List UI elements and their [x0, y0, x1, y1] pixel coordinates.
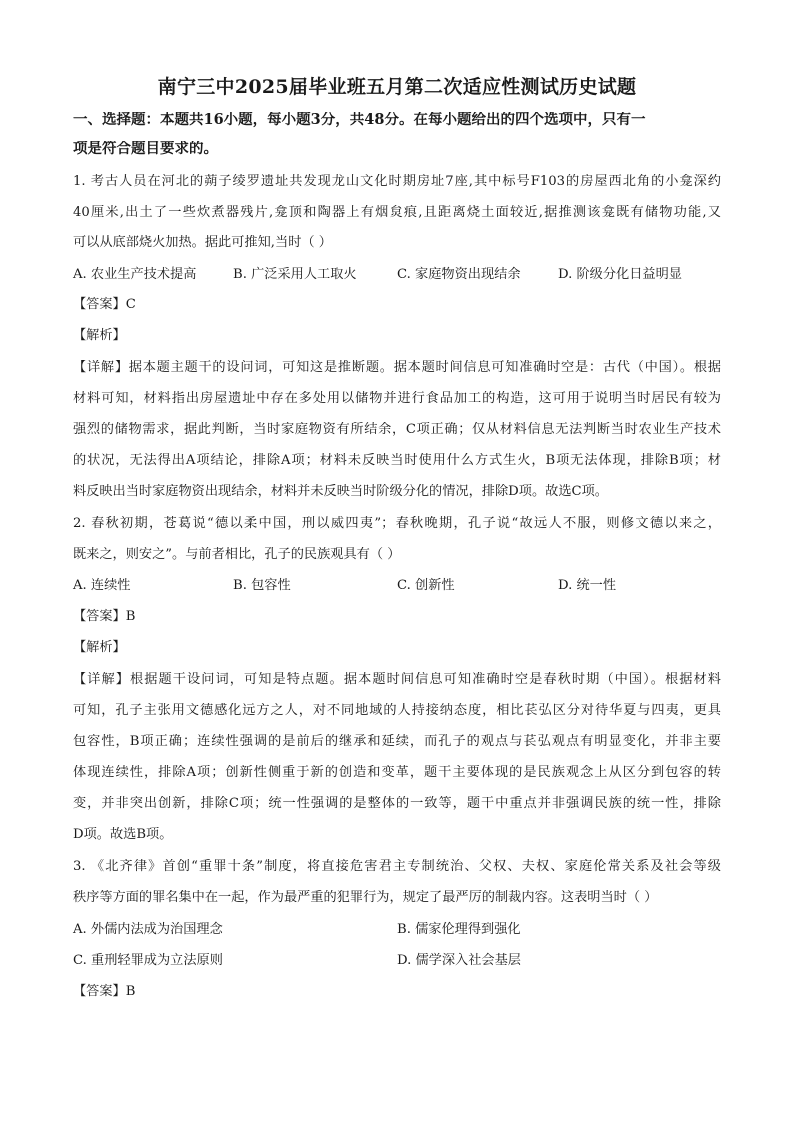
question-2-detail-line-3: 包容性，B项正确；连续性强调的是前后的继承和延续，而孔子的观点与苌弘观点有明显变化，并非主要 — [73, 734, 721, 749]
question-1-answer: 【答案】C — [73, 297, 136, 312]
question-1-detail-line-3: 强烈的储物需求，据此判断，当时家庭物资有所结余，C项正确；仅从材料信息无法判断当时农业生产技术 — [73, 422, 721, 437]
question-2-option-d: D. 统一性 — [558, 578, 617, 593]
question-2-detail-line-1: 【详解】根据题干设问词，可知是特点题。据本题时间信息可知准确时空是春秋时期（中国）。根据材料 — [73, 672, 721, 687]
question-3-answer: 【答案】B — [73, 984, 136, 999]
page-title: 南宁三中2025届毕业班五月第二次适应性测试历史试题 — [157, 76, 637, 98]
question-3-stem-line-1: 3. 《北齐律》首创“重罪十条”制度，将直接危害君主专制统治、父权、夫权、家庭伦常关系及社会等级 — [73, 859, 721, 874]
section-instruction-line-1: 一、选择题：本题共16小题，每小题3分，共48分。在每小题给出的四个选项中，只有一 — [73, 112, 646, 128]
question-3-stem-line-2: 秩序等方面的罪名集中在一起，作为最严重的犯罪行为，规定了最严厉的制裁内容。这表明当时（ ） — [73, 890, 658, 905]
question-1-detail-line-4: 的状况，无法得出A项结论，排除A项；材料未反映当时使用什么方式生火，B项无法体现，排除B项；材 — [73, 453, 721, 468]
question-2-detail-line-4: 体现连续性，排除A项；创新性侧重于新的创造和变革，题干主要体现的是民族观念上从区分到包容的转 — [73, 765, 721, 780]
section-instruction-line-2: 项是符合题目要求的。 — [73, 141, 218, 157]
question-2-stem-line-2: 既来之，则安之”。与前者相比，孔子的民族观具有（ ） — [73, 547, 401, 562]
question-2-detail-line-2: 可知，孔子主张用文德感化远方之人，对不同地域的人持接纳态度，相比苌弘区分对待华夏与四夷，更具 — [73, 703, 721, 718]
question-3-option-d: D. 儒学深入社会基层 — [397, 953, 521, 968]
question-1-option-c: C. 家庭物资出现结余 — [397, 267, 521, 282]
question-2-detail-line-5: 变，并非突出创新，排除C项；统一性强调的是整体的一致等，题干中重点并非强调民族的统一性，排除 — [73, 796, 721, 811]
question-2-option-b: B. 包容性 — [233, 578, 291, 593]
question-1-analysis-label: 【解析】 — [73, 328, 126, 343]
question-2-option-c: C. 创新性 — [397, 578, 455, 593]
question-1-detail-line-5: 料反映出当时家庭物资出现结余，材料并未反映当时阶级分化的情况，排除D项。故选C项。 — [73, 484, 608, 499]
question-1-stem-line-3: 可以从底部烧火加热。据此可推知,当时（ ） — [73, 235, 332, 250]
question-1-stem-line-2: 40厘米,出土了一些炊煮器残片,龛顶和陶器上有烟炱痕,且距离烧土面较近,据推测该龛既有储物功能,又 — [73, 205, 721, 220]
question-3-option-b: B. 儒家伦理得到强化 — [397, 922, 521, 937]
question-2-detail-line-6: D项。故选B项。 — [73, 827, 173, 842]
question-3-option-c: C. 重刑轻罪成为立法原则 — [73, 953, 223, 968]
question-2-answer: 【答案】B — [73, 609, 136, 624]
question-1-option-b: B. 广泛采用人工取火 — [233, 267, 357, 282]
question-2-stem-line-1: 2. 春秋初期，苍葛说“德以柔中国，刑以威四夷”；春秋晚期，孔子说“故远人不服，则修文德以来之， — [73, 516, 721, 531]
question-2-analysis-label: 【解析】 — [73, 640, 126, 655]
question-3-option-a: A. 外儒内法成为治国理念 — [73, 922, 223, 937]
question-1-option-a: A. 农业生产技术提高 — [73, 267, 197, 282]
question-1-detail-line-2: 材料可知，材料指出房屋遗址中存在多处用以储物并进行食品加工的构造，这可用于说明当时居民有较为 — [73, 391, 721, 406]
question-1-detail-line-1: 【详解】据本题主题干的设问词，可知这是推断题。据本题时间信息可知准确时空是：古代（中国）。根据 — [73, 360, 721, 375]
question-2-option-a: A. 连续性 — [73, 578, 131, 593]
question-1-stem-line-1: 1. 考古人员在河北的蒴子绫罗遗址共发现龙山文化时期房址7座,其中标号F103的房屋西北角的小龛深约 — [73, 174, 721, 189]
question-1-option-d: D. 阶级分化日益明显 — [558, 267, 682, 282]
